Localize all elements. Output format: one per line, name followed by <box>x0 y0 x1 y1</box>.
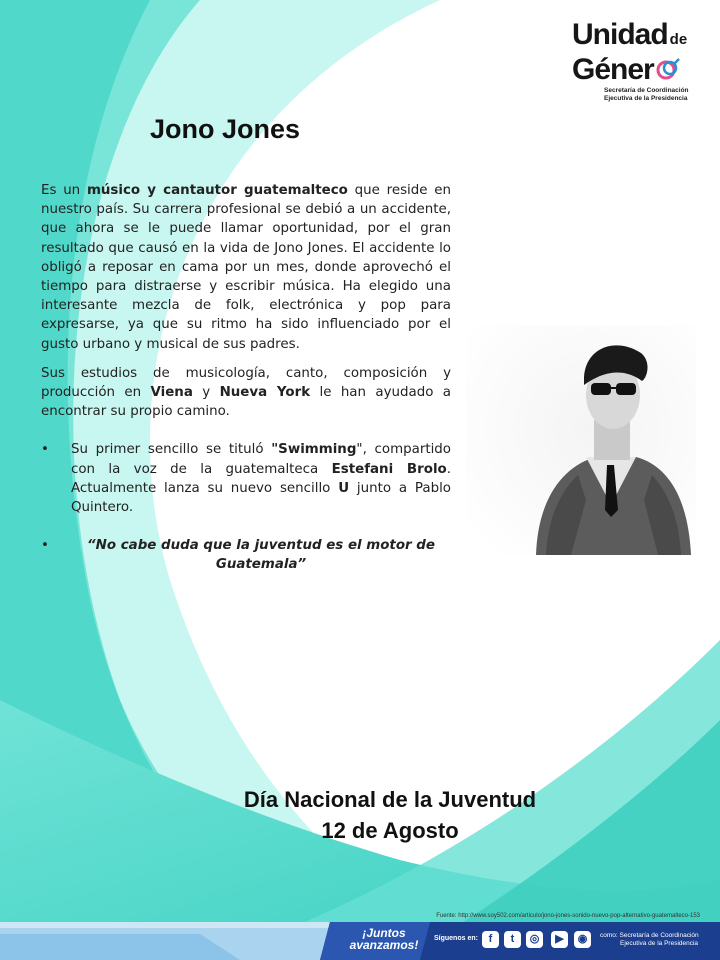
footer-slogan <box>340 927 428 951</box>
logo-subtitle-line1: Secretaría de Coordinación <box>604 87 689 94</box>
b1-mid1: ", compartido con la voz de la guatemalteca <box>71 442 451 477</box>
twitter-icon[interactable]: t <box>504 931 521 948</box>
p2-mid: y <box>192 385 220 401</box>
logo-word-unidad: Unidad <box>572 18 668 51</box>
youth-day-date: 12 de Agosto <box>321 818 459 843</box>
slogan-line2: avanzamos! <box>349 938 419 952</box>
paragraph-2 <box>41 364 451 422</box>
p2-post: le han ayudado a encontrar su propio camino. <box>41 385 451 420</box>
paragraph-1 <box>41 181 451 354</box>
b1-single-u: U <box>338 480 350 496</box>
youth-day-banner <box>180 784 600 846</box>
bullet-item-singles <box>41 440 451 517</box>
p2-city-nueva-york: Nueva York <box>219 385 311 401</box>
p1-bold: músico y cantautor guatemalteco <box>86 183 348 198</box>
page-title: Jono Jones <box>150 114 301 144</box>
bullet-item-quote <box>41 536 451 574</box>
instagram-icon[interactable]: ◎ <box>526 931 543 948</box>
p2-pre: Sus estudios de musicología, canto, composición y producción en <box>41 365 451 401</box>
bullet-marker: • <box>41 538 49 554</box>
org-line2: Ejecutiva de la Presidencia <box>620 940 699 947</box>
source-citation: Fuente: http://www.soy502.com/articulo/jono-jones-sonido-nuevo-pop-alternativo-guatemalteco-153 <box>436 913 700 919</box>
como-label: como: <box>600 932 618 939</box>
b1-single-swimming: "Swimming <box>271 442 357 458</box>
p1-pre: Es un <box>41 183 87 198</box>
bullet-marker: • <box>41 442 49 458</box>
b1-artist: Estefani Brolo <box>331 461 447 477</box>
slogan-line1: ¡Juntos <box>362 926 406 940</box>
youth-day-title: Día Nacional de la Juventud <box>243 787 537 812</box>
org-line1: Secretaría de Coordinación <box>619 932 699 939</box>
gender-symbol-icon <box>655 57 681 83</box>
logo-word-genero: Géner <box>572 53 654 86</box>
p1-post: que reside en nuestro país. Su carrera profesional se debió a un accidente, que ahora se le puede llamar oportunidad, por el gran resultado que causó en la vida de Jono Jones. El accidente lo obligó a reposar en cama por un mes, donde aprovechó el tiempo para distraerse y escribir música. Ha elegido una interesante mezcla de folk, electrónica y pop para expresarse, ya que su ritmo ha sido influenciado por el gusto urbano y musical de sus padres. <box>41 183 451 352</box>
p2-city-viena: Viena <box>150 385 193 401</box>
quote-text: “No cabe duda que la juventud es el motor de Guatemala” <box>87 538 435 573</box>
b1-pre: Su primer sencillo se tituló <box>71 442 272 458</box>
biography-text <box>41 181 451 594</box>
facebook-icon[interactable]: f <box>482 931 499 948</box>
logo-word-de: de <box>669 31 688 48</box>
unidad-de-genero-logo <box>572 20 712 110</box>
b1-mid2: . Actualmente lanza su nuevo sencillo <box>71 461 451 496</box>
b1-post: junto a Pablo Quintero. <box>71 480 451 516</box>
footer-org <box>600 932 699 948</box>
portrait-photo <box>466 325 696 555</box>
follow-label: Síguenos en: <box>434 935 478 942</box>
youtube-icon[interactable]: ▶ <box>551 931 568 948</box>
logo-subtitle-line2: Ejecutiva de la Presidencia <box>604 95 688 102</box>
flickr-icon[interactable]: ◉ <box>574 931 591 948</box>
